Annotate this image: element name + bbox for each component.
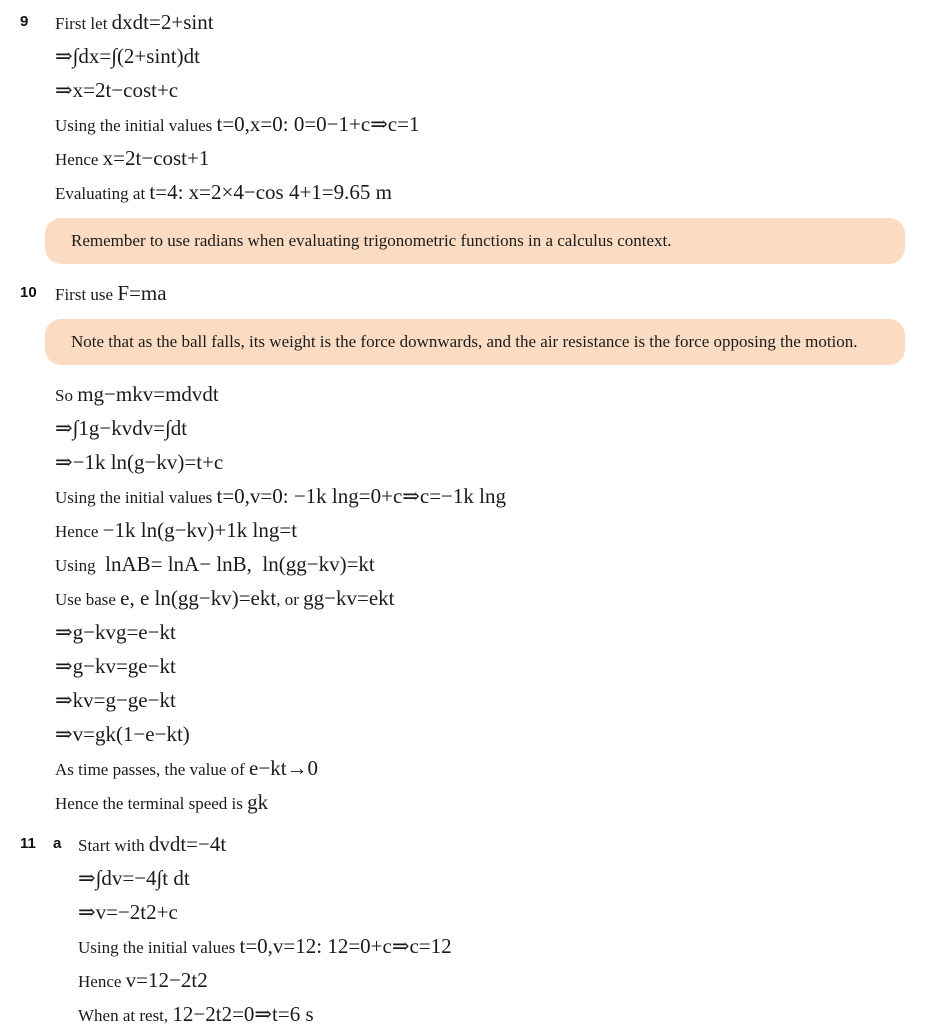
callout-note: Note that as the ball falls, its weight is the force downwards, and the air resistance is the force opposing the motion. — [45, 319, 905, 365]
text-segment: When at rest, — [78, 1006, 173, 1024]
math-segment: 12−2t2=0⇒t=6 s — [172, 1002, 314, 1024]
callout-note: Remember to use radians when evaluating trigonometric functions in a calculus context. — [45, 218, 905, 264]
math-segment: t=0,v=0: −1k lng=0+c⇒c=−1k lng — [216, 484, 506, 508]
problem-number: 9 — [20, 13, 29, 30]
math-segment: lnAB= lnA− lnB, ln(gg−kv)=kt — [99, 552, 375, 576]
worked-solutions — [0, 6, 933, 1024]
math-segment: dvdt=−4t — [148, 832, 227, 856]
text-segment: Using the initial values — [55, 116, 217, 135]
solution-line — [0, 378, 933, 412]
math-segment: ⇒kv=g−ge−kt — [55, 688, 176, 712]
math-segment: t=0,x=0: 0=0−1+c⇒c=1 — [216, 112, 420, 136]
solution-line — [0, 548, 933, 582]
problem-number: 11 — [20, 835, 36, 852]
text-segment: Using — [55, 556, 100, 575]
math-segment: −1k ln(g−kv)+1k lng=t — [102, 518, 298, 542]
solution-line — [0, 480, 933, 514]
solution-line — [0, 412, 933, 446]
solution-line — [0, 74, 933, 108]
math-segment: v=12−2t2 — [125, 968, 208, 992]
problem-part-label: a — [53, 835, 62, 852]
math-segment: t=0,v=12: 12=0+c⇒c=12 — [239, 934, 452, 958]
solution-line — [0, 6, 933, 40]
solution-line — [0, 514, 933, 548]
text-segment: Start with — [78, 836, 149, 855]
math-segment: F=ma — [117, 281, 167, 305]
solution-line — [0, 862, 933, 896]
math-segment: gk — [247, 790, 269, 814]
math-segment: ⇒v=gk(1−e−kt) — [55, 722, 190, 746]
text-segment: First let — [55, 14, 112, 33]
solution-line — [0, 40, 933, 74]
solution-line — [0, 930, 933, 964]
text-segment: Hence the terminal speed is — [55, 794, 248, 813]
solution-line — [0, 828, 933, 862]
math-segment: e, e ln(gg−kv)=ekt — [120, 586, 277, 610]
text-segment: So — [55, 386, 78, 405]
math-segment: ⇒x=2t−cost+c — [55, 78, 179, 102]
solution-line — [0, 108, 933, 142]
text-segment: , or — [276, 590, 304, 609]
solution-line — [0, 718, 933, 752]
solution-line — [0, 964, 933, 998]
math-segment: ⇒∫dx=∫(2+sint)dt — [55, 44, 200, 68]
math-segment: ⇒−1k ln(g−kv)=t+c — [55, 450, 224, 474]
math-segment: mg−mkv=mdvdt — [77, 382, 219, 406]
text-segment: Use base — [55, 590, 121, 609]
math-segment: ⇒∫dv=−4∫t dt — [78, 866, 190, 890]
solution-line — [0, 582, 933, 616]
solution-line — [0, 650, 933, 684]
solution-line — [0, 752, 933, 786]
text-segment: Using the initial values — [78, 938, 240, 957]
math-segment: ⇒g−kv=ge−kt — [55, 654, 176, 678]
math-segment: e−kt→0 — [249, 756, 319, 780]
text-segment: Hence — [55, 150, 103, 169]
solution-line — [0, 277, 933, 311]
text-segment: Hence — [78, 972, 126, 991]
text-segment: Using the initial values — [55, 488, 217, 507]
solution-line — [0, 616, 933, 650]
math-segment: dxdt=2+sint — [111, 10, 214, 34]
text-segment: As time passes, the value of — [55, 760, 250, 779]
solution-line — [0, 896, 933, 930]
text-segment: First use — [55, 285, 118, 304]
solution-line — [0, 998, 933, 1024]
problem-number: 10 — [20, 284, 37, 301]
text-segment: Evaluating at — [55, 184, 150, 203]
solution-line — [0, 142, 933, 176]
math-segment: ⇒∫1g−kvdv=∫dt — [55, 416, 188, 440]
math-segment: ⇒v=−2t2+c — [78, 900, 178, 924]
math-segment: ⇒g−kvg=e−kt — [55, 620, 176, 644]
text-segment: Hence — [55, 522, 103, 541]
math-segment: x=2t−cost+1 — [102, 146, 210, 170]
math-segment: t=4: x=2×4−cos 4+1=9.65 m — [149, 180, 392, 204]
math-segment: gg−kv=ekt — [303, 586, 395, 610]
solution-line — [0, 684, 933, 718]
solution-line — [0, 176, 933, 210]
solution-line — [0, 786, 933, 820]
solution-line — [0, 446, 933, 480]
